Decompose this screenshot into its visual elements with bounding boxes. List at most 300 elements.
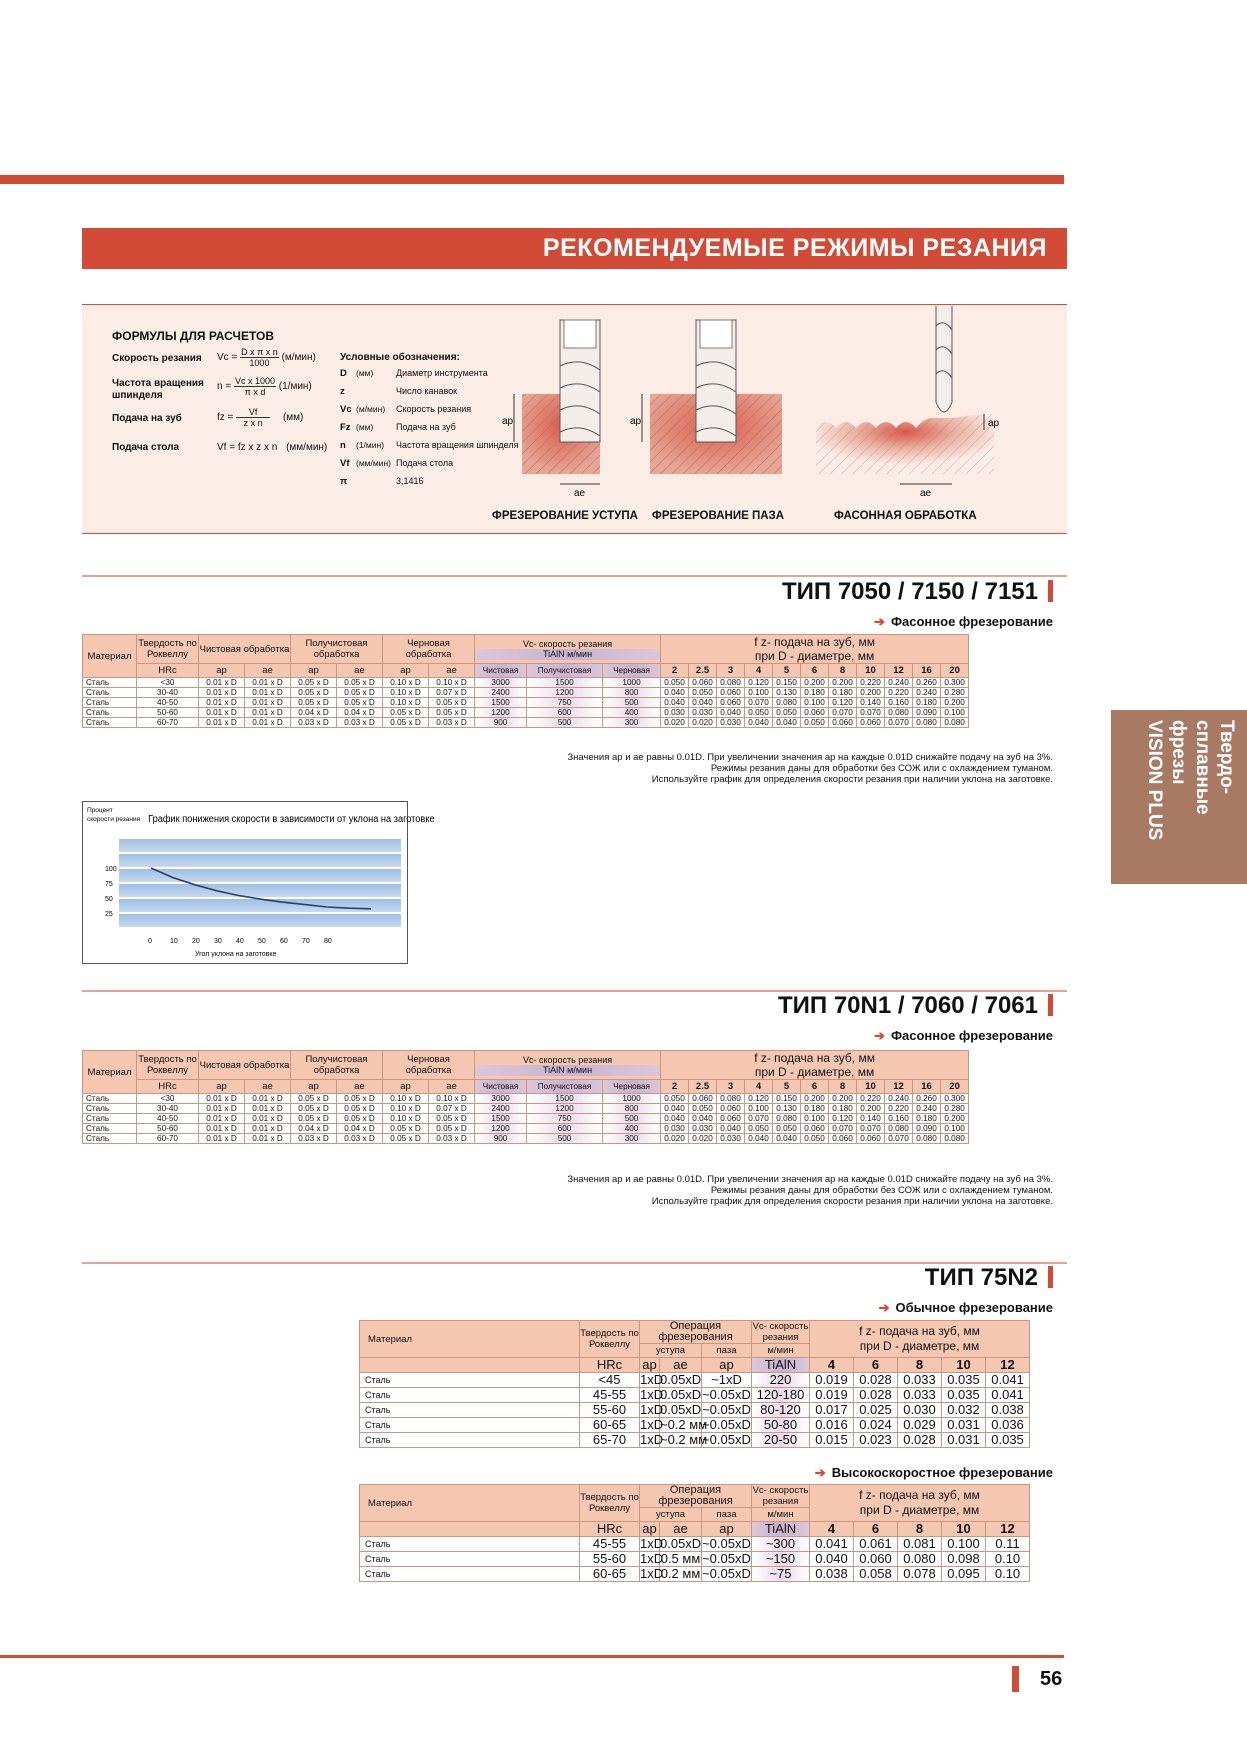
cell-speed: ~150 bbox=[752, 1552, 810, 1567]
cell-feed: 0.020 bbox=[661, 718, 689, 728]
cell-feed: 0.041 bbox=[986, 1388, 1030, 1403]
col-header-ap-slot: ap bbox=[702, 1522, 752, 1537]
cell-feed: 0.050 bbox=[661, 678, 689, 688]
cell-depth: 0.05 x D bbox=[291, 678, 337, 688]
fz-sublabel: при D - диаметре, мм bbox=[754, 1065, 875, 1079]
col-header-diameter: 16 bbox=[913, 664, 941, 678]
col-header-material: Материал bbox=[83, 635, 137, 678]
formulas-title: ФОРМУЛЫ ДЛЯ РАСЧЕТОВ bbox=[112, 329, 275, 343]
cell-speed: 1200 bbox=[527, 1104, 603, 1114]
formula-lhs: Vc = bbox=[217, 352, 238, 364]
formula-unit: (мм/мин) bbox=[286, 442, 328, 453]
chart-ytick-label: 100 bbox=[105, 866, 117, 873]
formula-denominator: π x d bbox=[244, 387, 266, 397]
col-header-vc bbox=[475, 635, 661, 664]
cell-feed: 0.020 bbox=[661, 1134, 689, 1144]
cell-feed: 0.080 bbox=[913, 718, 941, 728]
cell-ae: 0.05xD bbox=[660, 1372, 702, 1387]
cell-feed: 0.090 bbox=[913, 708, 941, 718]
cell-depth: 0.01 x D bbox=[199, 718, 245, 728]
formula-expression bbox=[217, 442, 327, 453]
cell-material: Сталь bbox=[83, 1124, 137, 1134]
cell-feed: 0.030 bbox=[689, 708, 717, 718]
cell-feed: 0.200 bbox=[857, 1104, 885, 1114]
cell-feed: 0.030 bbox=[661, 708, 689, 718]
chart-xtick-label: 30 bbox=[214, 938, 222, 945]
cell-feed: 0.080 bbox=[717, 678, 745, 688]
cell-feed: 0.019 bbox=[810, 1388, 854, 1403]
col-header-diameter: 10 bbox=[942, 1358, 986, 1373]
formula-unit: (м/мин) bbox=[281, 352, 316, 364]
formula-expression bbox=[217, 407, 303, 428]
cell-feed: 0.095 bbox=[942, 1567, 986, 1582]
cell-depth: 0.05 x D bbox=[337, 1094, 383, 1104]
fz-sublabel: при D - диаметре, мм bbox=[859, 1503, 980, 1517]
cell-feed: 0.200 bbox=[829, 678, 857, 688]
col-header-ap: ap bbox=[291, 664, 337, 678]
formula-lhs: fz = bbox=[217, 412, 234, 424]
formula-denominator: z x n bbox=[243, 418, 263, 428]
cell-feed: 0.150 bbox=[773, 1094, 801, 1104]
cell-depth: 0.04 x D bbox=[337, 708, 383, 718]
contour-milling-diagram bbox=[816, 306, 1000, 499]
col-header-ap: ap bbox=[199, 664, 245, 678]
cell-feed: 0.081 bbox=[898, 1537, 942, 1552]
cell-ap-slot: ~0.05xD bbox=[702, 1402, 751, 1417]
cutting-table-7050 bbox=[82, 634, 969, 728]
chart-grid-band bbox=[119, 899, 401, 912]
table-row bbox=[83, 1124, 969, 1134]
section-divider bbox=[82, 575, 1067, 577]
chart-xtick-label: 50 bbox=[258, 938, 266, 945]
cell-feed: 0.080 bbox=[885, 708, 913, 718]
cell-feed: 0.030 bbox=[898, 1403, 942, 1418]
formula-label: Подача стола bbox=[112, 442, 180, 453]
cell-feed: 0.040 bbox=[689, 698, 717, 708]
col-header-diameter: 2 bbox=[661, 664, 689, 678]
col-header-material: Материал bbox=[83, 1051, 137, 1094]
formula-denominator: 1000 bbox=[249, 358, 270, 368]
col-header-diameter: 10 bbox=[857, 664, 885, 678]
cell-feed: 0.100 bbox=[942, 1537, 986, 1552]
cell-ae: 0.05xD bbox=[660, 1387, 702, 1402]
legend-unit: (мм) bbox=[356, 422, 374, 432]
cell-feed: 0.080 bbox=[898, 1552, 942, 1567]
col-header-diameter: 4 bbox=[745, 1080, 773, 1094]
table-row bbox=[83, 698, 969, 708]
chart-grid-band bbox=[119, 914, 401, 927]
cell-speed: 1000 bbox=[603, 1094, 661, 1104]
cell-feed: 0.030 bbox=[717, 1134, 745, 1144]
col-header-hrc: HRc bbox=[580, 1358, 640, 1373]
legend-desc: Диаметр инструмента bbox=[396, 368, 488, 378]
col-header-ae: ae bbox=[245, 1080, 291, 1094]
legend-symbol: π bbox=[340, 476, 348, 487]
cell-ap-slot: ~0.05xD bbox=[702, 1551, 751, 1566]
cell-feed: 0.040 bbox=[773, 718, 801, 728]
col-header-diameter: 12 bbox=[986, 1358, 1030, 1373]
cell-feed: 0.180 bbox=[801, 1104, 829, 1114]
col-header-fz bbox=[810, 1321, 1030, 1358]
cell-feed: 0.240 bbox=[885, 1094, 913, 1104]
top-rule bbox=[0, 175, 1064, 184]
chart-ytick-label: 25 bbox=[105, 911, 113, 918]
cell-depth: 0.10 x D bbox=[383, 698, 429, 708]
section-title-text: ТИП 75N2 bbox=[924, 1264, 1038, 1291]
cell-material: Сталь bbox=[83, 678, 137, 688]
legend-desc: Частота вращения шпинделя bbox=[396, 440, 519, 450]
cell-feed: 0.040 bbox=[689, 1114, 717, 1124]
col-header-hardness: Твердость по Роквеллу bbox=[580, 1485, 640, 1522]
cell-depth: 0.05 x D bbox=[383, 1124, 429, 1134]
ledge-milling-diagram bbox=[502, 320, 600, 499]
cell-feed: 0.078 bbox=[898, 1567, 942, 1582]
caption-ledge: ФРЕЗЕРОВАНИЕ УСТУПА bbox=[492, 510, 638, 522]
cell-depth: 0.01 x D bbox=[245, 678, 291, 688]
table-row bbox=[360, 1552, 1030, 1567]
cell-depth: 0.10 x D bbox=[383, 688, 429, 698]
cell-feed: 0.200 bbox=[829, 1094, 857, 1104]
cell-speed: 500 bbox=[603, 698, 661, 708]
page-number-marker bbox=[1012, 1666, 1019, 1692]
cell-material: Сталь bbox=[360, 1433, 580, 1448]
fz-sublabel: при D - диаметре, мм bbox=[859, 1339, 980, 1353]
col-header-diameter: 20 bbox=[941, 664, 969, 678]
cell-feed: 0.060 bbox=[717, 1104, 745, 1114]
cell-depth: 0.05 x D bbox=[383, 708, 429, 718]
title-marker bbox=[1048, 994, 1053, 1016]
cell-feed: 0.040 bbox=[661, 688, 689, 698]
cell-depth: 0.01 x D bbox=[245, 1094, 291, 1104]
cell-speed: 220 bbox=[752, 1373, 810, 1388]
section-subtitle bbox=[700, 614, 1053, 630]
cell-feed: 0.028 bbox=[898, 1433, 942, 1448]
cell-feed: 0.060 bbox=[829, 1134, 857, 1144]
cell-feed: 0.050 bbox=[801, 1134, 829, 1144]
cell-ap-slot: ~0.05xD bbox=[702, 1417, 751, 1432]
cell-depth: 0.01 x D bbox=[199, 1124, 245, 1134]
col-header-blank bbox=[360, 1358, 580, 1373]
cell-speed: 3000 bbox=[475, 1094, 527, 1104]
cell-depth: 0.10 x D bbox=[429, 1094, 475, 1104]
cell-speed: 900 bbox=[475, 718, 527, 728]
cell-feed: 0.180 bbox=[801, 688, 829, 698]
col-header-diameter: 2.5 bbox=[689, 1080, 717, 1094]
cell-feed: 0.300 bbox=[941, 678, 969, 688]
cell-feed: 0.100 bbox=[941, 708, 969, 718]
col-header-fz bbox=[661, 635, 969, 664]
cell-depth: 0.03 x D bbox=[429, 1134, 475, 1144]
cell-feed: 0.060 bbox=[801, 708, 829, 718]
cell-feed: 0.120 bbox=[745, 1094, 773, 1104]
cell-feed: 0.040 bbox=[810, 1552, 854, 1567]
formula-fraction bbox=[240, 347, 279, 368]
fz-sublabel: при D - диаметре, мм bbox=[754, 649, 875, 663]
data-table bbox=[82, 1050, 969, 1144]
cell-feed: 0.050 bbox=[773, 708, 801, 718]
legend-desc: Скорость резания bbox=[396, 404, 472, 414]
col-header-diameter: 12 bbox=[885, 1080, 913, 1094]
col-header-diameter: 4 bbox=[810, 1522, 854, 1537]
cell-feed: 0.024 bbox=[854, 1418, 898, 1433]
cell-feed: 0.070 bbox=[885, 718, 913, 728]
table-notes bbox=[450, 752, 1053, 785]
cell-ae: ~0.2 мм bbox=[660, 1417, 708, 1432]
diagram-ap-label: ap bbox=[630, 416, 642, 427]
cell-feed: 0.060 bbox=[854, 1552, 898, 1567]
fz-label: f z- подача на зуб, мм bbox=[754, 635, 875, 649]
cell-feed: 0.100 bbox=[801, 698, 829, 708]
col-header-diameter: 12 bbox=[885, 664, 913, 678]
cell-ap: 1xD bbox=[640, 1566, 664, 1581]
cell-feed: 0.240 bbox=[885, 678, 913, 688]
cell-material: Сталь bbox=[83, 698, 137, 708]
col-header-speed: Чистовая bbox=[475, 1080, 527, 1094]
cell-feed: 0.120 bbox=[745, 678, 773, 688]
cell-ae: 0.2 мм bbox=[660, 1566, 701, 1581]
cell-ap: 1xD bbox=[640, 1432, 664, 1447]
col-header-diameter: 6 bbox=[854, 1358, 898, 1373]
cell-feed: 0.015 bbox=[810, 1433, 854, 1448]
slot-milling-diagram bbox=[630, 320, 782, 474]
cell-depth: 0.04 x D bbox=[291, 708, 337, 718]
col-header-rough: Черновая обработка bbox=[383, 635, 475, 664]
legend-symbol: Vf bbox=[340, 458, 350, 469]
cell-hardness: 40-50 bbox=[137, 1114, 199, 1124]
arrow-right-icon: ➔ bbox=[874, 1028, 885, 1043]
cell-feed: 0.017 bbox=[810, 1403, 854, 1418]
note-line: Режимы резания даны для обработки без СОЖ или с охлаждением туманом. bbox=[710, 763, 1053, 774]
cell-material: Сталь bbox=[360, 1403, 580, 1418]
legend-unit: (мм) bbox=[356, 368, 374, 378]
col-header-diameter: 16 bbox=[913, 1080, 941, 1094]
cutting-table-75n2-hsc bbox=[359, 1484, 1030, 1582]
cell-feed: 0.220 bbox=[885, 1104, 913, 1114]
table-row bbox=[360, 1418, 1030, 1433]
cell-material: Сталь bbox=[83, 1114, 137, 1124]
cell-feed: 0.10 bbox=[986, 1567, 1030, 1582]
cell-ap-slot: ~0.05xD bbox=[702, 1536, 751, 1551]
cell-ae: 0.5 мм bbox=[660, 1551, 701, 1566]
cell-feed: 0.180 bbox=[913, 698, 941, 708]
cell-feed: 0.033 bbox=[898, 1373, 942, 1388]
cell-depth: 0.07 x D bbox=[429, 1104, 475, 1114]
cell-depth: 0.01 x D bbox=[199, 688, 245, 698]
side-tab-line: Твердо- bbox=[1216, 720, 1237, 795]
cell-feed: 0.020 bbox=[689, 1134, 717, 1144]
chart-xlabel: Угол уклона на заготовке bbox=[195, 951, 277, 958]
chart-ytick-label: 50 bbox=[105, 896, 113, 903]
vc-label: Vc- скорость резания bbox=[522, 1054, 613, 1065]
section-subtitle-text: Фасонное фрезерование bbox=[890, 614, 1053, 629]
cell-feed: 0.200 bbox=[857, 688, 885, 698]
cell-feed: 0.025 bbox=[854, 1403, 898, 1418]
arrow-right-icon: ➔ bbox=[878, 1300, 890, 1315]
table-row bbox=[360, 1433, 1030, 1448]
col-header-diameter: 2.5 bbox=[689, 664, 717, 678]
cell-feed: 0.100 bbox=[745, 1104, 773, 1114]
col-header-diameter: 6 bbox=[801, 1080, 829, 1094]
section-subtitle bbox=[700, 1028, 1053, 1044]
col-header-diameter: 20 bbox=[941, 1080, 969, 1094]
cell-material: Сталь bbox=[83, 688, 137, 698]
cell-feed: 0.060 bbox=[717, 688, 745, 698]
fz-label: f z- подача на зуб, мм bbox=[754, 1051, 875, 1065]
cell-feed: 0.11 bbox=[986, 1537, 1030, 1552]
cell-feed: 0.200 bbox=[941, 1114, 969, 1124]
cell-feed: 0.080 bbox=[941, 1134, 969, 1144]
col-header-slot: паза bbox=[702, 1508, 752, 1522]
cell-speed: 500 bbox=[527, 1134, 603, 1144]
cell-feed: 0.260 bbox=[913, 1094, 941, 1104]
cell-feed: 0.035 bbox=[942, 1388, 986, 1403]
cell-material: Сталь bbox=[360, 1418, 580, 1433]
col-header-vc: Vc- скорость резания bbox=[752, 1485, 809, 1507]
col-header-coating: TiAlN bbox=[752, 1358, 810, 1373]
cell-depth: 0.05 x D bbox=[337, 1104, 383, 1114]
cell-feed: 0.050 bbox=[689, 688, 717, 698]
cell-speed: 120-180 bbox=[752, 1388, 810, 1403]
cell-depth: 0.03 x D bbox=[291, 1134, 337, 1144]
formula-numerator: D x π x n bbox=[241, 347, 278, 357]
chart-ylabel-line1: Процент bbox=[87, 807, 113, 814]
cell-ae: ~0.2 мм bbox=[660, 1432, 708, 1447]
cell-feed: 0.080 bbox=[717, 1094, 745, 1104]
col-header-diameter: 5 bbox=[773, 1080, 801, 1094]
col-header-ae: ae bbox=[429, 664, 475, 678]
legend-desc: Число канавок bbox=[396, 386, 458, 396]
legend-unit: (мм/мин) bbox=[356, 458, 391, 468]
cell-speed: 400 bbox=[603, 1124, 661, 1134]
section-subtitle-text: Фасонное фрезерование bbox=[890, 1028, 1053, 1043]
cell-feed: 0.280 bbox=[941, 688, 969, 698]
cell-feed: 0.060 bbox=[857, 718, 885, 728]
col-header-semi: Получистовая обработка bbox=[291, 1051, 383, 1080]
formula-unit: (1/мин) bbox=[278, 381, 312, 393]
cell-feed: 0.080 bbox=[773, 1114, 801, 1124]
section-title-70n1 bbox=[600, 992, 1053, 1020]
legend-unit: (м/мин) bbox=[356, 404, 386, 414]
cell-feed: 0.180 bbox=[829, 1104, 857, 1114]
cell-depth: 0.05 x D bbox=[337, 688, 383, 698]
title-marker bbox=[1048, 1266, 1053, 1288]
side-tab-label bbox=[1122, 720, 1238, 876]
section-title-text: ТИП 70N1 / 7060 / 7061 bbox=[778, 992, 1038, 1019]
cell-depth: 0.04 x D bbox=[337, 1124, 383, 1134]
table-notes bbox=[450, 1174, 1053, 1207]
table-row bbox=[83, 1114, 969, 1124]
col-header-diameter: 10 bbox=[942, 1522, 986, 1537]
col-header-ae: ae bbox=[245, 664, 291, 678]
page-number bbox=[1012, 1666, 1062, 1692]
col-header-ap: ap bbox=[383, 1080, 429, 1094]
chart-grid-band bbox=[119, 854, 401, 867]
cell-speed: 80-120 bbox=[752, 1403, 810, 1418]
col-header-diameter: 10 bbox=[857, 1080, 885, 1094]
formula-fraction bbox=[236, 407, 270, 428]
chart-grid-band bbox=[119, 884, 401, 897]
cell-material: Сталь bbox=[83, 1094, 137, 1104]
cell-ap-slot: ~0.05xD bbox=[702, 1432, 751, 1447]
cell-feed: 0.038 bbox=[986, 1403, 1030, 1418]
table-row bbox=[83, 688, 969, 698]
col-header-unit: м/мин bbox=[752, 1508, 810, 1522]
cell-feed: 0.220 bbox=[857, 678, 885, 688]
col-header-ap: ap bbox=[291, 1080, 337, 1094]
cell-feed: 0.240 bbox=[913, 1104, 941, 1114]
cell-hardness: 50-60 bbox=[137, 708, 199, 718]
cell-hardness: 55-60 bbox=[580, 1552, 640, 1567]
cell-depth: 0.05 x D bbox=[291, 698, 337, 708]
legend-title: Условные обозначения: bbox=[340, 352, 460, 363]
col-header-diameter: 8 bbox=[829, 664, 857, 678]
cell-depth: 0.01 x D bbox=[199, 708, 245, 718]
formula-lhs: n = bbox=[217, 381, 232, 393]
col-header-diameter: 8 bbox=[898, 1522, 942, 1537]
cell-hardness: 45-55 bbox=[580, 1388, 640, 1403]
col-header-ap: ap bbox=[640, 1522, 660, 1537]
section-subtitle bbox=[700, 1300, 1053, 1316]
cell-feed: 0.130 bbox=[773, 688, 801, 698]
chart-xtick-label: 70 bbox=[302, 938, 310, 945]
cell-feed: 0.040 bbox=[661, 698, 689, 708]
section-subtitle bbox=[700, 1465, 1053, 1481]
cell-feed: 0.280 bbox=[941, 1104, 969, 1114]
col-header-hrc: HRc bbox=[137, 664, 199, 678]
cell-speed: 300 bbox=[603, 718, 661, 728]
cell-feed: 0.050 bbox=[745, 1124, 773, 1134]
cell-depth: 0.10 x D bbox=[383, 1104, 429, 1114]
cell-ap: 1xD bbox=[640, 1536, 664, 1551]
cell-speed: 800 bbox=[603, 1104, 661, 1114]
cell-speed: 2400 bbox=[475, 1104, 527, 1114]
cell-feed: 0.060 bbox=[689, 678, 717, 688]
cell-depth: 0.05 x D bbox=[383, 1134, 429, 1144]
col-header-fz bbox=[661, 1051, 969, 1080]
cell-material: Сталь bbox=[360, 1537, 580, 1552]
col-header-diameter: 6 bbox=[854, 1522, 898, 1537]
col-header-vc bbox=[475, 1051, 661, 1080]
cell-hardness: 60-65 bbox=[580, 1567, 640, 1582]
fz-label: f z- подача на зуб, мм bbox=[859, 1488, 980, 1502]
col-header-diameter: 3 bbox=[717, 1080, 745, 1094]
cell-feed: 0.029 bbox=[898, 1418, 942, 1433]
note-line: Значения ap и ae равны 0.01D. При увеличении значения ap на каждые 0.01D снижайте подачу на зуб на 3%. bbox=[567, 1174, 1053, 1185]
chart-plot-area bbox=[105, 839, 401, 945]
chart-ytick-label: 75 bbox=[105, 881, 113, 888]
table-row bbox=[83, 708, 969, 718]
cell-feed: 0.200 bbox=[801, 678, 829, 688]
chart-grid-band bbox=[119, 839, 401, 852]
col-header-diameter: 4 bbox=[810, 1358, 854, 1373]
col-header-ap: ap bbox=[383, 664, 429, 678]
col-header-speed: Чистовая bbox=[475, 664, 527, 678]
cell-depth: 0.01 x D bbox=[199, 1114, 245, 1124]
chart-xtick-label: 20 bbox=[192, 938, 200, 945]
cell-depth: 0.01 x D bbox=[245, 1104, 291, 1114]
cell-hardness: 60-70 bbox=[137, 718, 199, 728]
cell-ap: 1xD bbox=[640, 1402, 664, 1417]
cell-speed: 1500 bbox=[475, 1114, 527, 1124]
cell-feed: 0.200 bbox=[801, 1094, 829, 1104]
cell-depth: 0.05 x D bbox=[383, 718, 429, 728]
chart-xtick-label: 60 bbox=[280, 938, 288, 945]
chart-title: График понижения скорости в зависимости от уклона на заготовке bbox=[148, 813, 435, 826]
cell-ae: 0.05xD bbox=[660, 1536, 702, 1551]
cell-feed: 0.080 bbox=[913, 1134, 941, 1144]
cell-speed: 1200 bbox=[475, 708, 527, 718]
cell-feed: 0.035 bbox=[942, 1373, 986, 1388]
